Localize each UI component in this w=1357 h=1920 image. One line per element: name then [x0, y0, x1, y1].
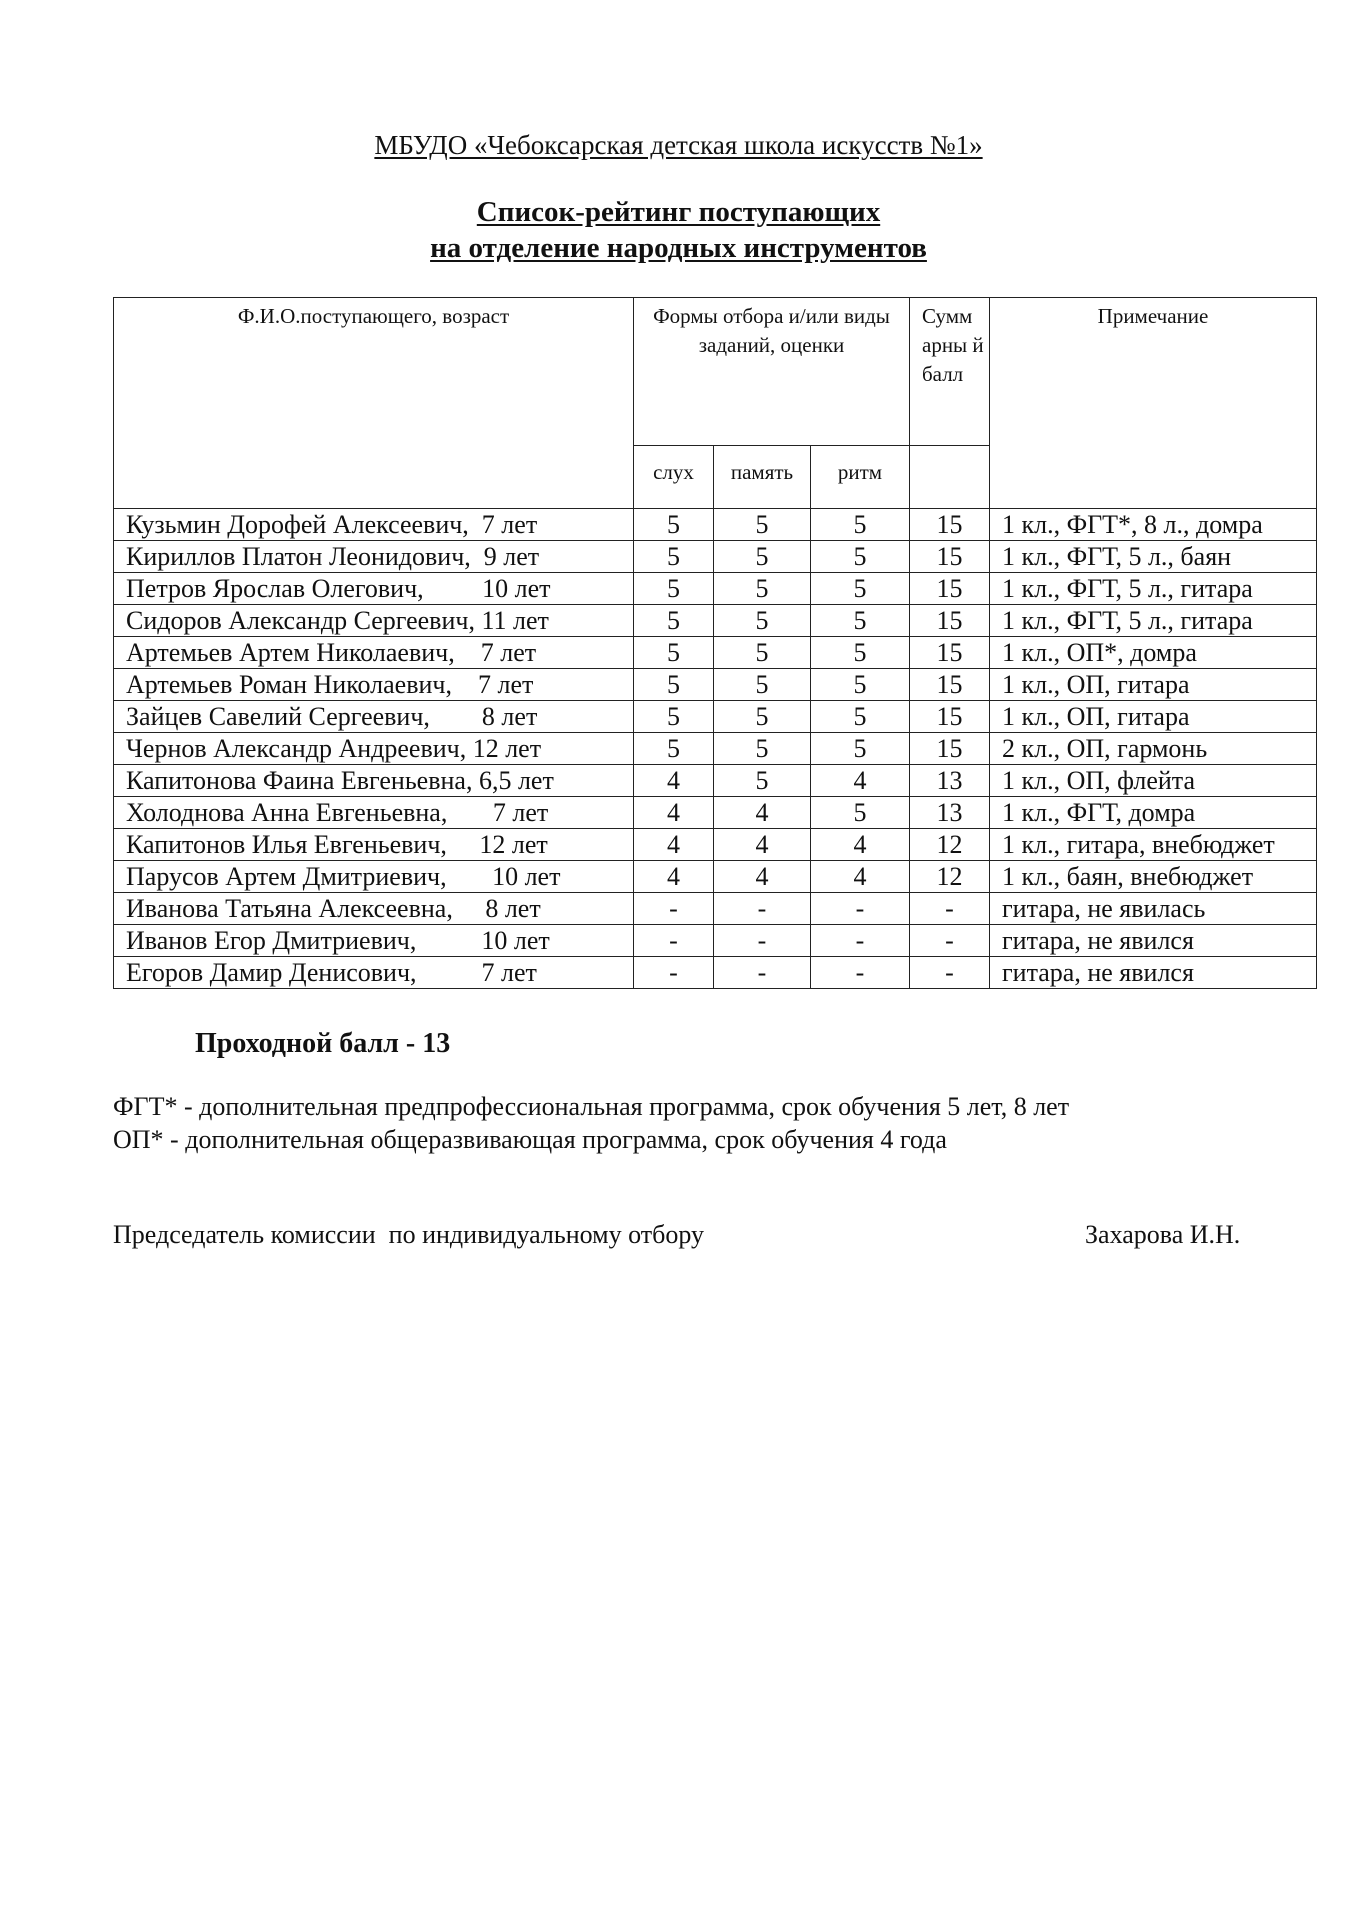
cell-name: Капитонов Илья Евгеньевич, 12 лет: [114, 829, 634, 861]
cell-name: Кириллов Платон Леонидович, 9 лет: [114, 541, 634, 573]
cell-rhythm: 5: [811, 733, 910, 765]
cell-memory: 5: [714, 733, 811, 765]
table-row: [114, 893, 1317, 925]
cell-memory: -: [714, 893, 811, 925]
cell-hearing: 5: [634, 701, 714, 733]
cell-note: гитара, не явился: [990, 925, 1317, 957]
cell-hearing: -: [634, 893, 714, 925]
cell-note: 1 кл., ОП, флейта: [990, 765, 1317, 797]
col-header-sum-empty: [910, 446, 990, 509]
cell-sum: 13: [910, 797, 990, 829]
cell-name: Чернов Александр Андреевич, 12 лет: [114, 733, 634, 765]
table-row: [114, 861, 1317, 893]
cell-hearing: 5: [634, 509, 714, 541]
cell-name: Кузьмин Дорофей Алексеевич, 7 лет: [114, 509, 634, 541]
col-header-forms: Формы отбора и/или виды заданий, оценки: [634, 298, 910, 446]
cell-rhythm: 5: [811, 701, 910, 733]
col-header-hearing: слух: [634, 446, 714, 509]
cell-sum: -: [910, 893, 990, 925]
table-row: [114, 829, 1317, 861]
organization-name: МБУДО «Чебоксарская детская школа искусств №1»: [374, 130, 983, 160]
cell-note: 1 кл., ФГТ*, 8 л., домра: [990, 509, 1317, 541]
cell-hearing: 5: [634, 669, 714, 701]
cell-name: Петров Ярослав Олегович, 10 лет: [114, 573, 634, 605]
cell-rhythm: 4: [811, 829, 910, 861]
cell-name: Капитонова Фаина Евгеньевна, 6,5 лет: [114, 765, 634, 797]
cell-hearing: 4: [634, 829, 714, 861]
cell-note: 1 кл., ОП, гитара: [990, 701, 1317, 733]
table-row: [114, 541, 1317, 573]
cell-memory: 5: [714, 669, 811, 701]
cell-sum: 15: [910, 637, 990, 669]
cell-memory: 5: [714, 509, 811, 541]
cell-note: гитара, не явилась: [990, 893, 1317, 925]
cell-sum: 15: [910, 605, 990, 637]
cell-hearing: 5: [634, 733, 714, 765]
cell-hearing: 4: [634, 861, 714, 893]
legend-fgt: ФГТ* - дополнительная предпрофессиональная программа, срок обучения 5 лет, 8 лет: [113, 1092, 1070, 1121]
table-row: [114, 765, 1317, 797]
chair-label: Председатель комиссии по индивидуальному отбору: [113, 1220, 705, 1249]
table-row: [114, 797, 1317, 829]
cell-rhythm: 5: [811, 605, 910, 637]
title-line-2: на отделение народных инструментов: [430, 232, 927, 264]
cell-rhythm: 4: [811, 861, 910, 893]
cell-sum: 12: [910, 861, 990, 893]
cell-sum: 15: [910, 701, 990, 733]
cell-sum: 15: [910, 509, 990, 541]
col-header-rhythm: ритм: [811, 446, 910, 509]
cell-memory: 5: [714, 573, 811, 605]
cell-sum: 15: [910, 541, 990, 573]
cell-hearing: 5: [634, 573, 714, 605]
table-row: [114, 637, 1317, 669]
cell-memory: 5: [714, 765, 811, 797]
cell-rhythm: 5: [811, 541, 910, 573]
table-row: [114, 509, 1317, 541]
table-row: [114, 669, 1317, 701]
cell-note: 1 кл., ОП*, домра: [990, 637, 1317, 669]
cell-rhythm: -: [811, 893, 910, 925]
cell-note: 1 кл., ФГТ, домра: [990, 797, 1317, 829]
cell-note: 1 кл., ФГТ, 5 л., баян: [990, 541, 1317, 573]
cell-name: Артемьев Роман Николаевич, 7 лет: [114, 669, 634, 701]
passing-score: Проходной балл - 13: [195, 1028, 451, 1059]
cell-sum: 13: [910, 765, 990, 797]
cell-sum: 15: [910, 733, 990, 765]
cell-hearing: -: [634, 957, 714, 989]
col-header-memory: память: [714, 446, 811, 509]
cell-rhythm: 5: [811, 669, 910, 701]
col-header-name: Ф.И.О.поступающего, возраст: [114, 298, 634, 509]
title-line-1: Список-рейтинг поступающих: [476, 196, 881, 228]
cell-sum: 15: [910, 573, 990, 605]
cell-memory: -: [714, 957, 811, 989]
cell-hearing: 4: [634, 765, 714, 797]
cell-name: Сидоров Александр Сергеевич, 11 лет: [114, 605, 634, 637]
col-header-note: Примечание: [990, 298, 1317, 509]
cell-memory: 4: [714, 797, 811, 829]
cell-memory: 4: [714, 829, 811, 861]
table-row: [114, 605, 1317, 637]
col-header-sum: Сумм арны й балл: [910, 298, 990, 446]
cell-note: 1 кл., ОП, гитара: [990, 669, 1317, 701]
cell-note: 2 кл., ОП, гармонь: [990, 733, 1317, 765]
cell-hearing: 5: [634, 541, 714, 573]
cell-name: Егоров Дамир Денисович, 7 лет: [114, 957, 634, 989]
rating-table: [113, 297, 1317, 989]
cell-rhythm: -: [811, 957, 910, 989]
cell-note: 1 кл., баян, внебюджет: [990, 861, 1317, 893]
cell-rhythm: 4: [811, 765, 910, 797]
table-row: [114, 957, 1317, 989]
cell-memory: 5: [714, 637, 811, 669]
cell-sum: 12: [910, 829, 990, 861]
cell-sum: 15: [910, 669, 990, 701]
cell-note: 1 кл., ФГТ, 5 л., гитара: [990, 573, 1317, 605]
cell-memory: 5: [714, 541, 811, 573]
cell-name: Парусов Артем Дмитриевич, 10 лет: [114, 861, 634, 893]
cell-note: 1 кл., гитара, внебюджет: [990, 829, 1317, 861]
cell-hearing: 4: [634, 797, 714, 829]
legend: [113, 1090, 1069, 1156]
table-row: [114, 733, 1317, 765]
cell-rhythm: 5: [811, 637, 910, 669]
cell-rhythm: 5: [811, 797, 910, 829]
table-row: [114, 573, 1317, 605]
cell-rhythm: 5: [811, 509, 910, 541]
table-row: [114, 925, 1317, 957]
legend-op: ОП* - дополнительная общеразвивающая программа, срок обучения 4 года: [113, 1125, 947, 1154]
cell-hearing: -: [634, 925, 714, 957]
cell-hearing: 5: [634, 637, 714, 669]
cell-name: Иванов Егор Дмитриевич, 10 лет: [114, 925, 634, 957]
table-row: [114, 701, 1317, 733]
cell-name: Холоднова Анна Евгеньевна, 7 лет: [114, 797, 634, 829]
cell-hearing: 5: [634, 605, 714, 637]
page-title: [0, 194, 1357, 266]
cell-memory: -: [714, 925, 811, 957]
cell-note: гитара, не явился: [990, 957, 1317, 989]
cell-sum: -: [910, 957, 990, 989]
cell-memory: 5: [714, 701, 811, 733]
cell-name: Иванова Татьяна Алексеевна, 8 лет: [114, 893, 634, 925]
chair-name: Захарова И.Н.: [1085, 1220, 1241, 1249]
cell-memory: 5: [714, 605, 811, 637]
cell-name: Артемьев Артем Николаевич, 7 лет: [114, 637, 634, 669]
cell-name: Зайцев Савелий Сергеевич, 8 лет: [114, 701, 634, 733]
cell-memory: 4: [714, 861, 811, 893]
cell-sum: -: [910, 925, 990, 957]
cell-rhythm: -: [811, 925, 910, 957]
cell-rhythm: 5: [811, 573, 910, 605]
cell-note: 1 кл., ФГТ, 5 л., гитара: [990, 605, 1317, 637]
